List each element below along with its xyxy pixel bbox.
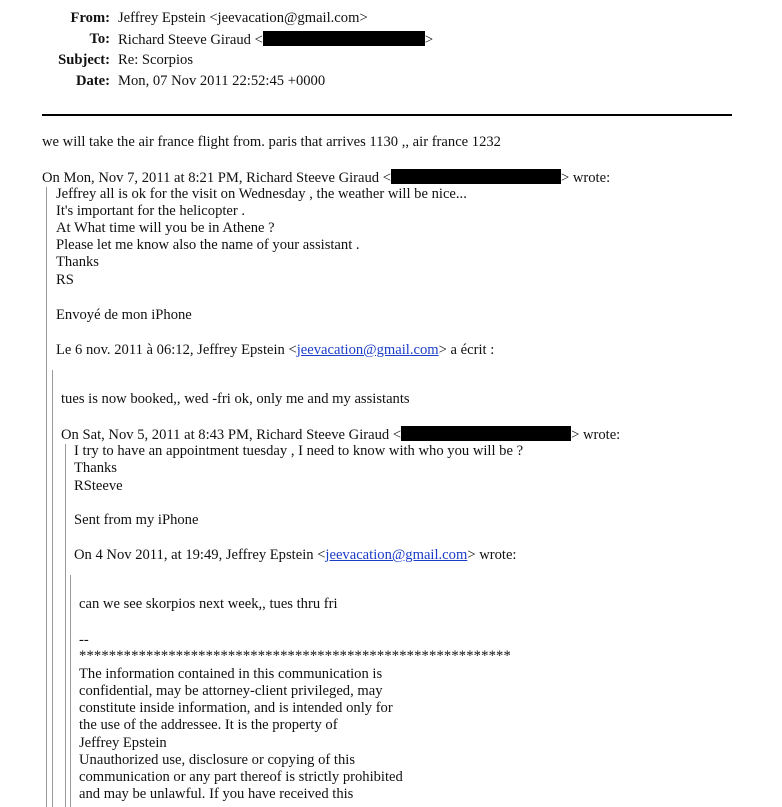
attribution-suffix: > wrote: xyxy=(571,427,621,443)
signature-dash: -- xyxy=(79,632,89,648)
redaction-bar xyxy=(263,31,425,46)
quote1-signature: Envoyé de mon iPhone xyxy=(56,307,192,323)
quote2-inner-line: RSteeve xyxy=(74,478,123,494)
quote2-inner-line: Thanks xyxy=(74,460,117,476)
to-value-prefix: Richard Steeve Giraud < xyxy=(118,32,263,48)
quote1-attribution xyxy=(42,169,610,187)
to-value-suffix: > xyxy=(424,32,434,48)
subject-label: Subject: xyxy=(58,52,110,68)
email-link[interactable]: jeevacation@gmail.com xyxy=(325,547,468,563)
attribution-suffix: > wrote: xyxy=(467,547,517,563)
quote-bar-level1 xyxy=(46,187,47,807)
quote1-line: Please let me know also the name of your assistant . xyxy=(56,237,360,253)
attribution-suffix: > a écrit : xyxy=(438,342,495,358)
reply-line: we will take the air france flight from. paris that arrives 1130 ,, air france 1232 xyxy=(42,134,501,150)
disclaimer-line: communication or any part thereof is strictly prohibited xyxy=(79,769,403,785)
quote1-attribution-prefix: On Mon, Nov 7, 2011 at 8:21 PM, Richard Steeve Giraud < xyxy=(42,170,391,186)
disclaimer-line: Unauthorized use, disclosure or copying of this xyxy=(79,752,356,768)
quote1-attribution-suffix: > wrote: xyxy=(560,170,611,186)
quote2-line: tues is now booked,, wed -fri ok, only me and my assistants xyxy=(61,391,410,407)
quote1-line: RS xyxy=(56,272,74,288)
quote1-line: It's important for the helicopter . xyxy=(56,203,246,219)
quote-bar-level2 xyxy=(52,370,53,807)
quote2-attribution xyxy=(61,426,620,444)
email-link[interactable]: jeevacation@gmail.com xyxy=(296,342,439,358)
date-label: Date: xyxy=(75,73,110,89)
disclaimer-line: the use of the addressee. It is the property of xyxy=(79,717,338,733)
quote1-line: At What time will you be in Athene ? xyxy=(56,220,275,236)
to-value xyxy=(118,31,433,49)
header-divider xyxy=(42,114,732,116)
disclaimer-line: constitute inside information, and is intended only for xyxy=(79,700,393,716)
disclaimer-line: The information contained in this communication is xyxy=(79,666,383,682)
quote1-attribution-fr xyxy=(56,342,494,359)
attribution-prefix: Le 6 nov. 2011 à 06:12, Jeffrey Epstein < xyxy=(56,342,297,358)
subject-value: Re: Scorpios xyxy=(118,52,193,68)
from-label: From: xyxy=(70,10,110,26)
disclaimer-line: confidential, may be attorney-client privileged, may xyxy=(79,683,383,699)
quote2-signature: Sent from my iPhone xyxy=(74,512,199,528)
quote-bar-level3 xyxy=(65,444,66,807)
disclaimer-line: and may be unlawful. If you have received this xyxy=(79,786,354,802)
redaction-bar xyxy=(391,169,561,184)
quote3-line: can we see skorpios next week,, tues thru fri xyxy=(79,596,338,612)
attribution-prefix: On 4 Nov 2011, at 19:49, Jeffrey Epstein < xyxy=(74,547,326,563)
quote-bar-level4 xyxy=(70,575,71,807)
attribution-prefix: On Sat, Nov 5, 2011 at 8:43 PM, Richard Steeve Giraud < xyxy=(61,427,402,443)
from-value: Jeffrey Epstein <jeevacation@gmail.com> xyxy=(118,10,368,26)
date-value: Mon, 07 Nov 2011 22:52:45 +0000 xyxy=(118,73,326,89)
quote2-attribution2 xyxy=(74,547,516,564)
quote1-line: Jeffrey all is ok for the visit on Wednesday , the weather will be nice... xyxy=(56,186,467,202)
disclaimer-line: Jeffrey Epstein xyxy=(79,735,167,751)
to-label: To: xyxy=(89,31,110,47)
redaction-bar xyxy=(401,426,571,441)
stars-divider: ********************************************************** xyxy=(79,648,511,664)
quote1-line: Thanks xyxy=(56,254,99,270)
quote2-inner-line: I try to have an appointment tuesday , I need to know with who you will be ? xyxy=(74,443,524,459)
